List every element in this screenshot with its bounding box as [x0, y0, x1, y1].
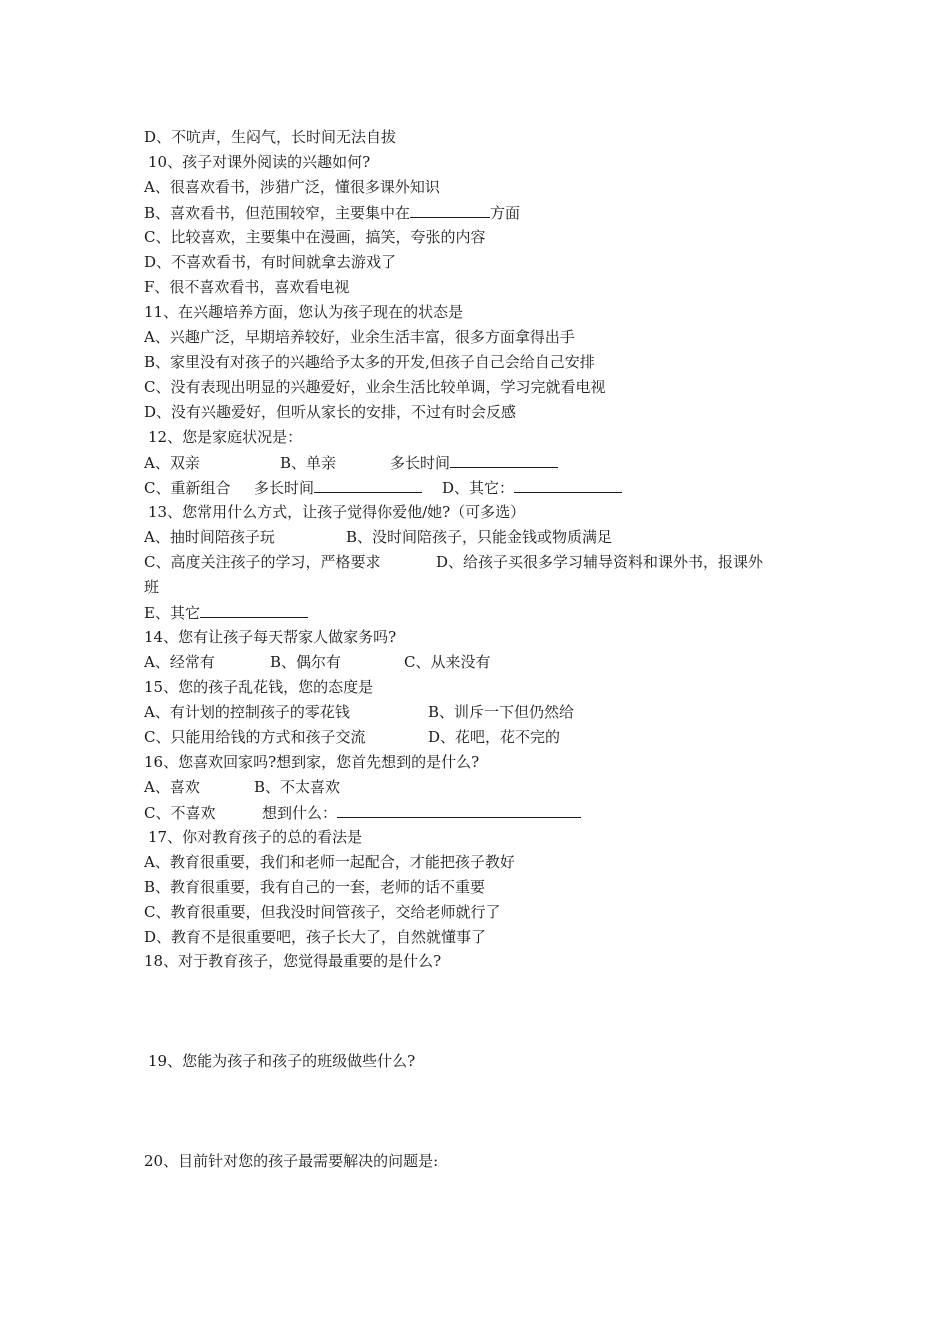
option-q16-b: B、不太喜欢	[254, 778, 341, 796]
options-q12-row2	[144, 477, 622, 498]
option-text: C、没有表现出明显的兴趣爱好，业余生活比较单调，学习完就看电视	[144, 378, 606, 396]
question-17	[148, 827, 362, 847]
answer-blank[interactable]	[450, 452, 558, 468]
options-q15-row1	[144, 702, 574, 722]
option-text: 班	[144, 578, 160, 596]
options-q16-row1	[144, 777, 340, 797]
question-text: 13、您常用什么方式，让孩子觉得你爱他/她?（可多选）	[148, 503, 526, 521]
question-15	[144, 677, 373, 697]
question-text: 15、您的孩子乱花钱，您的态度是	[144, 678, 374, 696]
option-q13-c: C、高度关注孩子的学习，严格要求	[144, 553, 381, 571]
option-q14-c: C、从来没有	[404, 653, 491, 671]
option-q10-f	[144, 277, 349, 297]
question-10	[148, 152, 370, 172]
option-text: F、很不喜欢看书，喜欢看电视	[144, 278, 350, 296]
options-q13-row1	[144, 527, 612, 547]
answer-blank[interactable]	[514, 477, 622, 493]
question-text: 19、您能为孩子和孩子的班级做些什么?	[148, 1052, 416, 1070]
option-q13-d-continued	[144, 577, 159, 597]
question-text: 17、你对教育孩子的总的看法是	[148, 828, 363, 846]
option-q10-a	[144, 177, 440, 197]
option-q14-b: B、偶尔有	[270, 653, 342, 671]
option-q15-d: D、花吧，花不完的	[428, 728, 561, 746]
option-q15-b: B、训斥一下但仍然给	[428, 703, 575, 721]
question-18	[144, 951, 441, 971]
option-text: A、很喜欢看书，涉猎广泛，懂很多课外知识	[144, 178, 440, 196]
option-q15-a: A、有计划的控制孩子的零花钱	[144, 703, 350, 721]
option-q15-c: C、只能用给钱的方式和孩子交流	[144, 728, 366, 746]
option-q12-a: A、双亲	[144, 454, 200, 472]
option-q11-d	[144, 402, 516, 422]
option-q10-c	[144, 227, 485, 247]
question-text: 14、您有让孩子每天帮家人做家务吗?	[144, 628, 397, 646]
answer-blank[interactable]	[410, 202, 490, 218]
option-q11-c	[144, 377, 605, 397]
option-q17-c	[144, 902, 500, 922]
option-q17-a	[144, 852, 515, 872]
answer-blank[interactable]	[337, 802, 581, 818]
question-12	[148, 427, 302, 447]
option-text: D、不喜欢看书，有时间就拿去游戏了	[144, 253, 397, 271]
option-q16-a: A、喜欢	[144, 778, 200, 796]
duration-label: 多长时间	[254, 479, 315, 497]
question-11	[144, 302, 463, 322]
question-13	[148, 502, 525, 522]
option-q14-a: A、经常有	[144, 653, 215, 671]
option-text: C、教育很重要，但我没时间管孩子，交给老师就行了	[144, 903, 501, 921]
option-text: B、家里没有对孩子的兴趣给予太多的开发,但孩子自己会给自己安排	[144, 353, 595, 371]
option-q17-d	[144, 927, 486, 947]
question-19	[148, 1051, 415, 1071]
option-text: D、教育不是很重要吧，孩子长大了，自然就懂事了	[144, 928, 487, 946]
option-q12-c: C、重新组合	[144, 479, 231, 497]
question-text: 16、您喜欢回家吗?想到家，您首先想到的是什么?	[144, 753, 480, 771]
option-text: A、兴趣广泛，早期培养较好，业余生活丰富，很多方面拿得出手	[144, 328, 575, 346]
options-q13-row2	[144, 552, 763, 572]
option-text: D、不吭声，生闷气，长时间无法自拔	[144, 128, 397, 146]
options-q12-row1	[144, 452, 558, 473]
option-text: E、其它	[144, 604, 200, 622]
question-text: 11、在兴趣培养方面，您认为孩子现在的状态是	[144, 303, 464, 321]
option-q10-d	[144, 252, 396, 272]
option-q9-d	[144, 127, 396, 147]
question-text: 20、目前针对您的孩子最需要解决的问题是:	[144, 1152, 439, 1170]
option-text: B、喜欢看书，但范围较窄，主要集中在	[144, 204, 411, 222]
answer-blank[interactable]	[314, 477, 422, 493]
option-q12-d: D、其它：	[442, 479, 515, 497]
option-q13-a: A、抽时间陪孩子玩	[144, 528, 275, 546]
question-16	[144, 752, 479, 772]
option-q17-b	[144, 877, 485, 897]
answer-blank[interactable]	[200, 602, 308, 618]
question-14	[144, 627, 396, 647]
duration-label: 多长时间	[390, 454, 451, 472]
question-20	[144, 1151, 438, 1171]
question-text: 10、孩子对课外阅读的兴趣如何?	[148, 153, 371, 171]
question-text: 12、您是家庭状况是：	[148, 428, 303, 446]
option-text: A、教育很重要，我们和老师一起配合，才能把孩子教好	[144, 853, 515, 871]
options-q16-row2	[144, 802, 581, 823]
option-q13-d: D、给孩子买很多学习辅导资料和课外书，报课外	[436, 553, 764, 571]
think-label: 想到什么：	[262, 804, 338, 822]
option-q16-c: C、不喜欢	[144, 804, 216, 822]
option-q11-b	[144, 352, 595, 372]
option-text-suffix: 方面	[490, 204, 521, 222]
option-q11-a	[144, 327, 575, 347]
question-text: 18、对于教育孩子，您觉得最重要的是什么?	[144, 952, 442, 970]
option-q13-b: B、没时间陪孩子，只能金钱或物质满足	[346, 528, 613, 546]
option-text: B、教育很重要，我有自己的一套，老师的话不重要	[144, 878, 486, 896]
option-text: C、比较喜欢，主要集中在漫画，搞笑，夸张的内容	[144, 228, 486, 246]
option-q12-b: B、单亲	[280, 454, 337, 472]
options-q14	[144, 652, 490, 672]
options-q15-row2	[144, 727, 560, 747]
option-text: D、没有兴趣爱好，但听从家长的安排，不过有时会反感	[144, 403, 517, 421]
option-q10-b	[144, 202, 520, 223]
option-q13-e	[144, 602, 308, 623]
